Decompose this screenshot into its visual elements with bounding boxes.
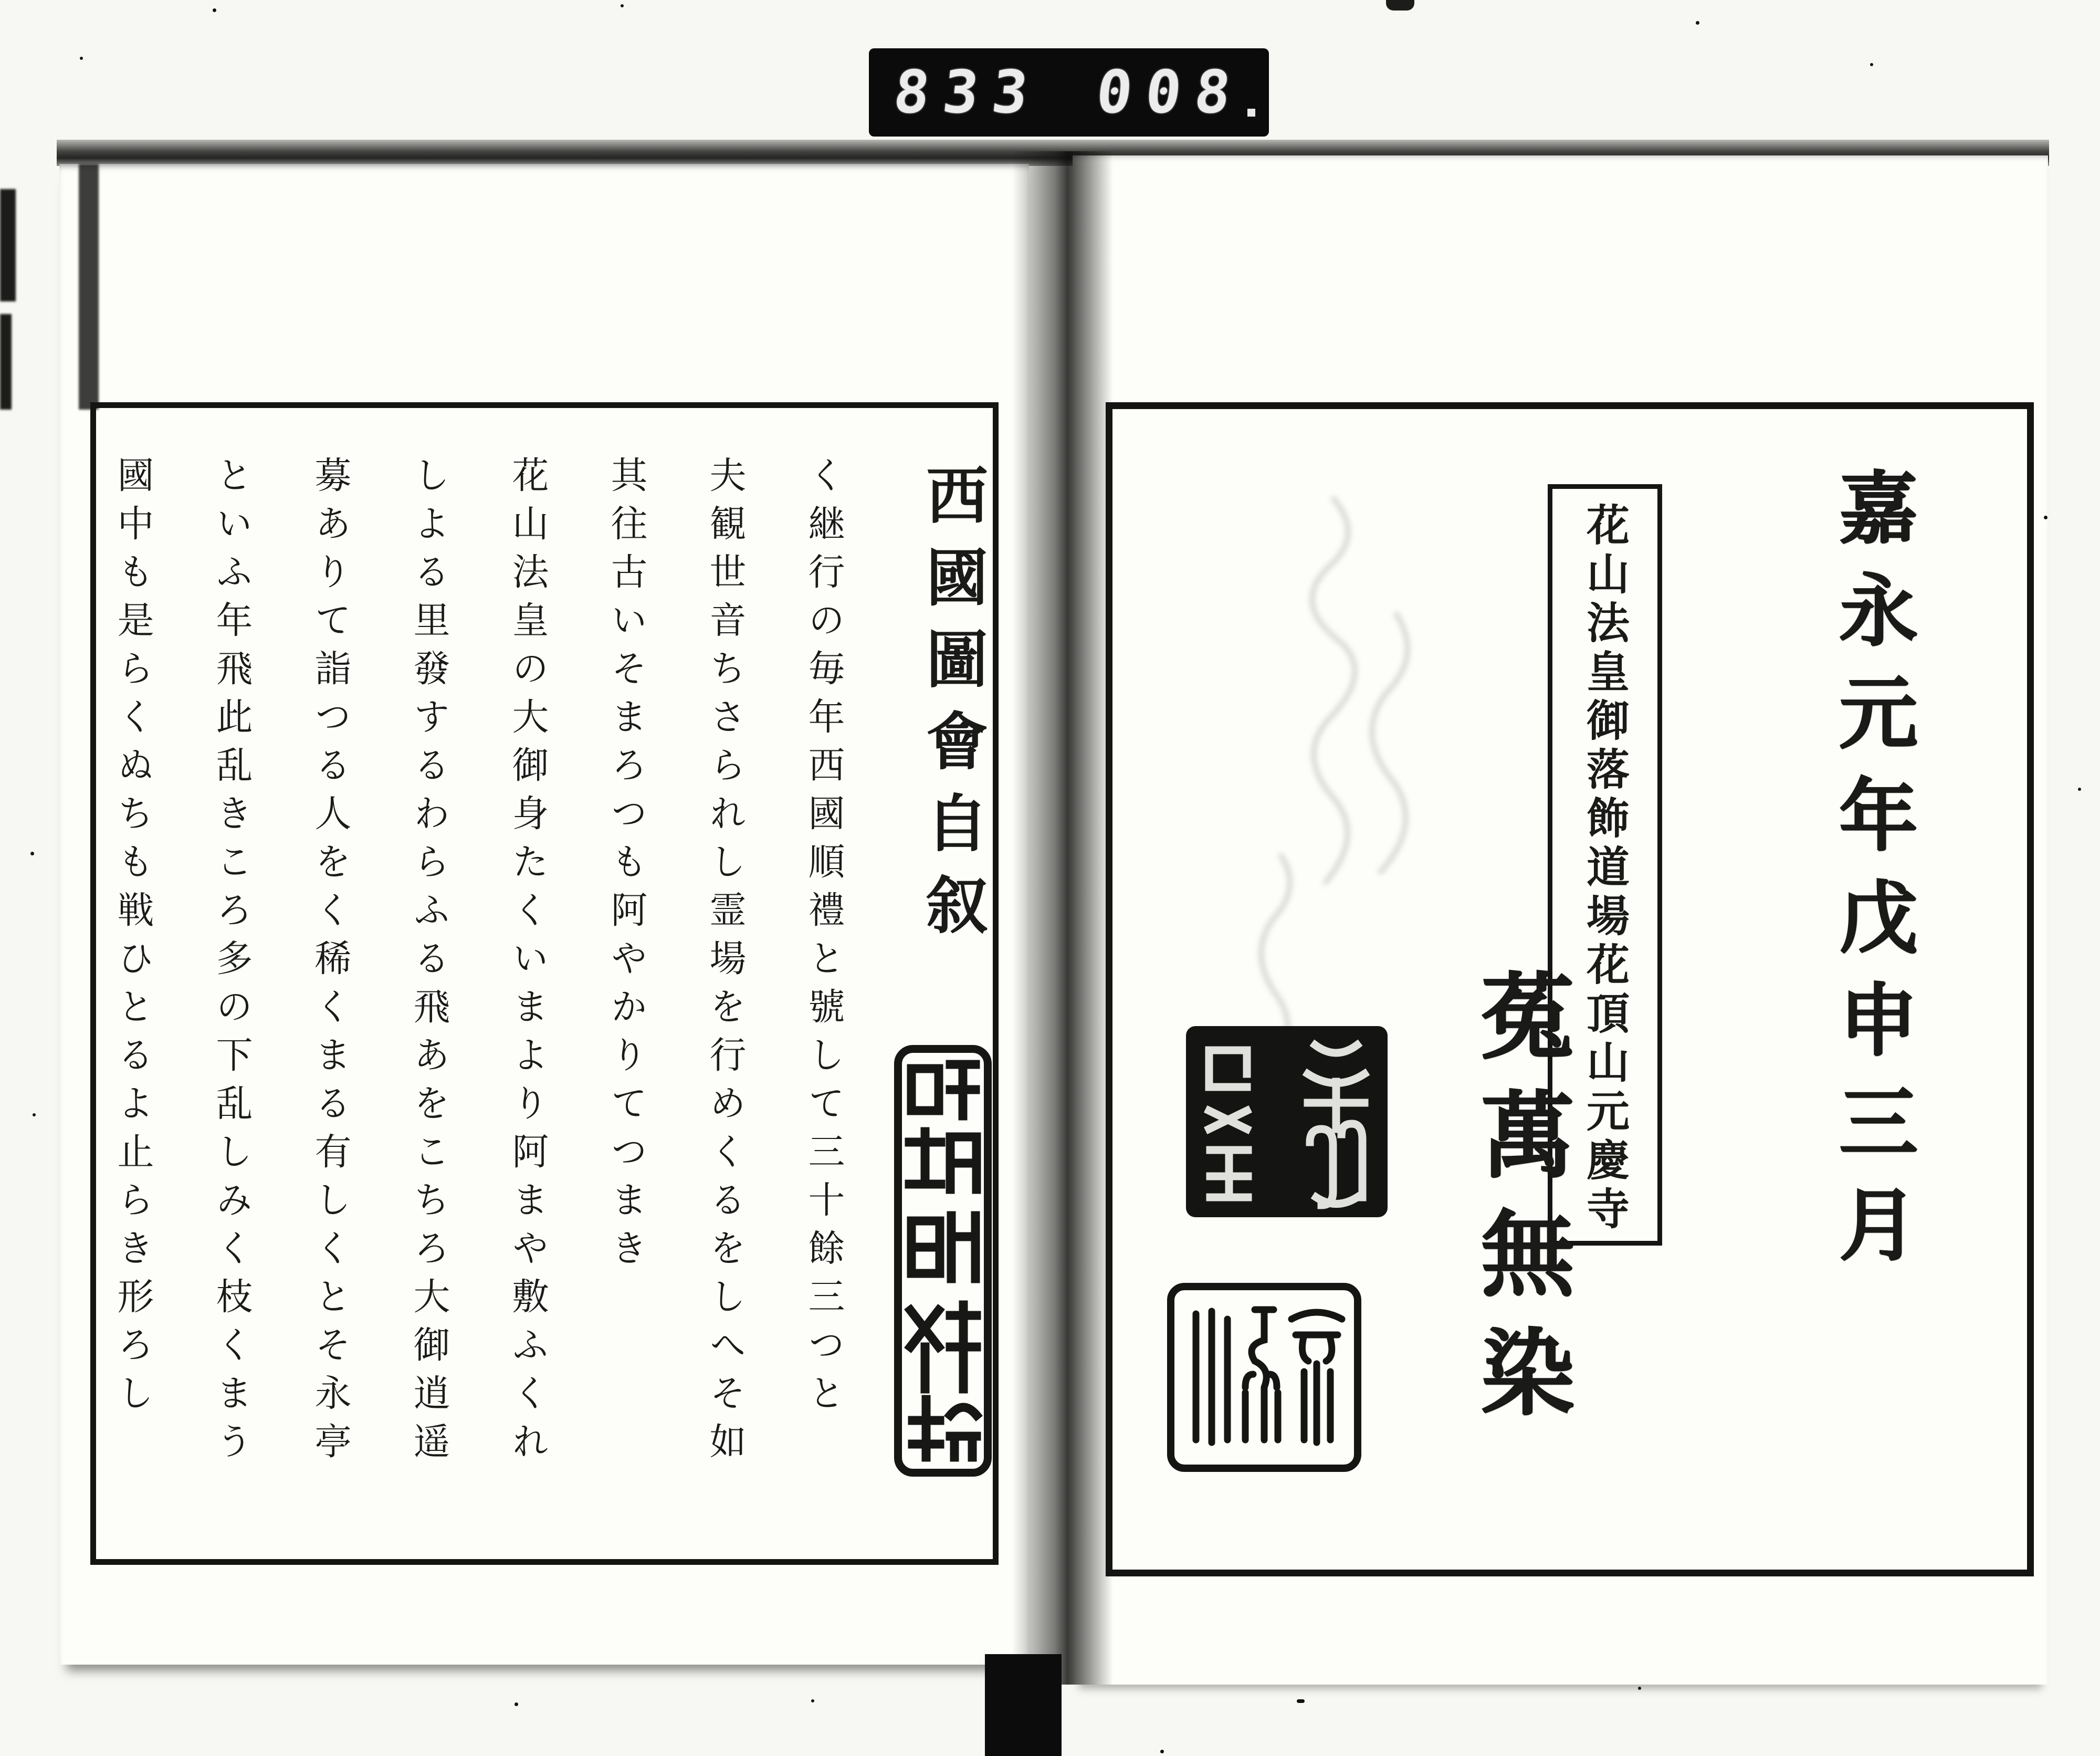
scan-speck [621, 4, 624, 7]
scan-edge-smudge [79, 164, 99, 410]
title-seal-square-outline-seal [894, 1045, 992, 1477]
scan-speck [213, 8, 216, 12]
book-gutter-shadow [1012, 151, 1113, 1685]
counter-decimal-dot [1247, 109, 1255, 117]
scan-speck [80, 57, 83, 60]
scan-edge-smudge [0, 314, 12, 410]
scan-speck [2044, 516, 2048, 519]
text-column: く継行の毎年西國順禮と號して三十餘三つと [802, 456, 845, 1422]
text-column: 國中も是らくぬちも戦ひとるよ止らき形ろし [111, 456, 154, 1422]
left-page-text-block [83, 456, 873, 1538]
text-column: 其往古いそまろつも阿やかりてつまき [605, 456, 648, 1277]
scan-speck [2078, 788, 2081, 791]
signature-inscription: 菟萬無染 [1465, 967, 1574, 1442]
scan-speck [1297, 1699, 1305, 1703]
text-column: 花山法皇の大御身たくいまより阿まや敷ふくれ [506, 456, 549, 1470]
scan-speck [33, 1113, 36, 1116]
scan-speck [1160, 1750, 1164, 1753]
scan-speck [30, 852, 34, 855]
relief-seal-tall-script-relief-seal [1167, 1282, 1362, 1475]
spine-tab [985, 1654, 1062, 1756]
scan-speck [811, 1699, 814, 1702]
text-column: しよる里發するわらふる飛あをこちろ大御逍遥 [407, 456, 450, 1470]
frame-counter-frame: 008 [1093, 58, 1247, 127]
scan-speck [1870, 63, 1873, 66]
frame-counter-reel: 833 [890, 58, 1045, 127]
frame-counter [869, 48, 1269, 137]
intaglio-seal-large-square-intaglio-seal [1184, 1024, 1390, 1221]
text-column: といふ年飛此乱きころ多の下乱しみく枝くまう [210, 456, 253, 1470]
text-column: 夫観世音ちさられし霊場を行めくるをしへそ如 [704, 456, 747, 1470]
left-page-title: 西國圖會自叙 [916, 463, 989, 955]
scan-edge-smudge [0, 189, 16, 301]
cartouche-text: 花山法皇御落飾道場花頂山元慶寺 [1579, 503, 1630, 1235]
seal-script-glyphs [902, 1053, 984, 1469]
text-column: 募ありて詣つる人をく稀くまる有しくとそ永亭 [309, 456, 352, 1470]
date-inscription: 嘉永元年戊申三月 [1825, 466, 1917, 1285]
scan-speck [1696, 21, 1699, 25]
scan-speck-blob [1386, 0, 1414, 11]
scan-speck [514, 1702, 518, 1706]
scan-speck [1638, 1687, 1641, 1690]
